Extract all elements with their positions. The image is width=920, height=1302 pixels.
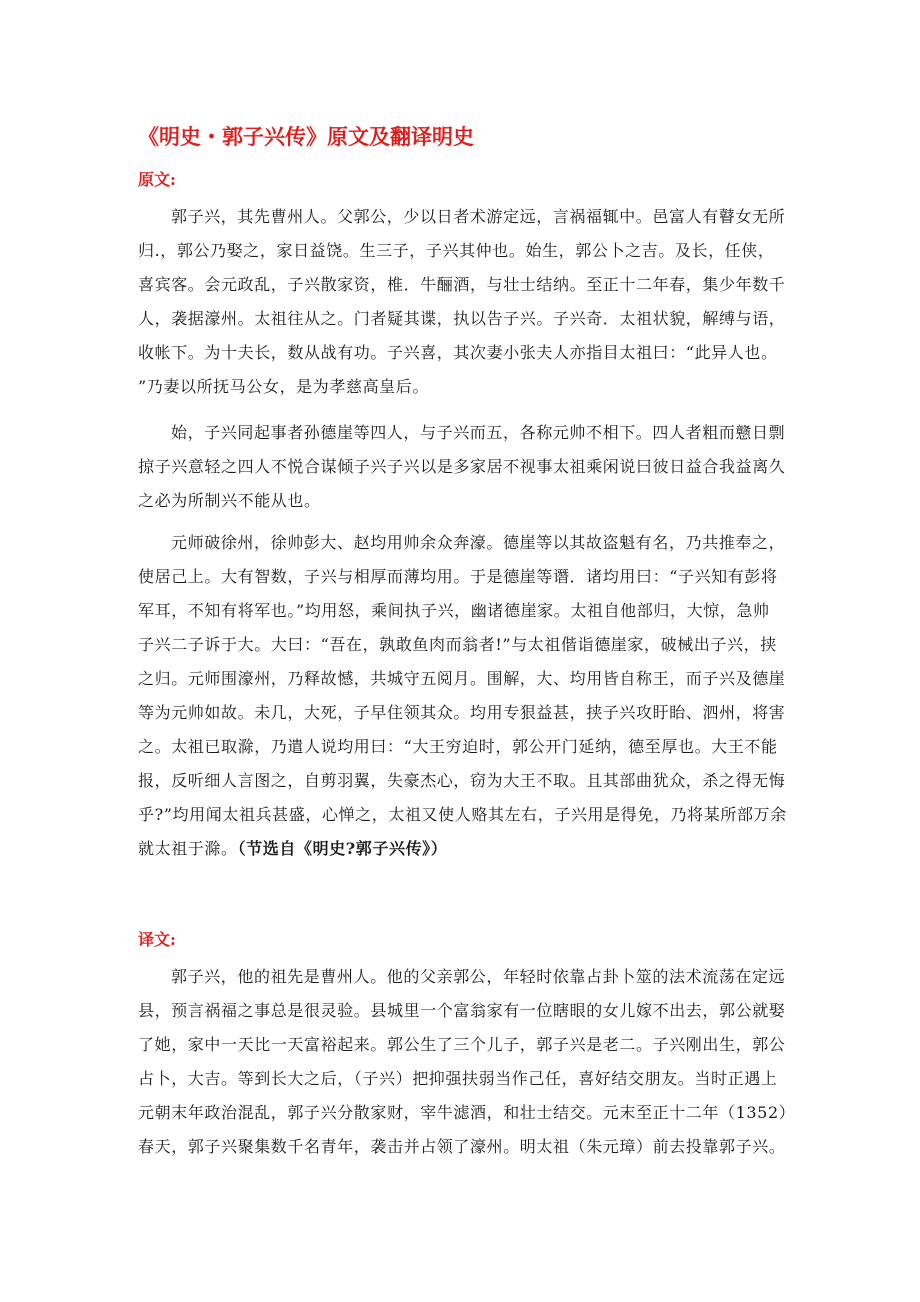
text-line: 等为元帅如故。未几，大死，子早住领其众。均用专狠益甚，挟子兴攻盱眙、泗州，将害	[138, 703, 786, 722]
text-line: 掠子兴意轻之四人不悦合谋倾子兴子兴以是多家居不视事太祖乘闲说曰彼日益合我益离久	[138, 457, 786, 476]
text-line: 始，子兴同起事者孙德崖等四人，与子兴而五，各称元帅不相下。四人者粗而戆日剽	[171, 423, 786, 442]
text-line: 人，袭据濠州。太祖往从之。门者疑其谍，执以告子兴。子兴奇．太祖状貌，解缚与语，	[138, 309, 786, 328]
text-line: 县，预言祸福之事总是很灵验。县城里一个富翁家有一位瞎眼的女儿嫁不出去，郭公就娶	[138, 1001, 786, 1020]
text-line: 郭子兴，他的祖先是曹州人。他的父亲郭公，年轻时依靠占卦卜筮的法术流荡在定远	[171, 967, 786, 986]
text-segment: 就太祖于滁。	[138, 839, 238, 858]
text-line: 收帐下。为十夫长，数从战有功。子兴喜，其次妻小张夫人亦指目太祖曰：“此异人也。	[138, 343, 778, 362]
text-line: 春天，郭子兴聚集数千名青年，袭击并占领了濠州。明太祖（朱元璋）前去投靠郭子兴。	[138, 1137, 786, 1156]
text-line: 喜宾客。会元政乱，子兴散家资，椎．牛酾酒，与壮士结纳。至正十二年春，集少年数千	[138, 275, 786, 294]
text-line: 元师破徐州，徐帅彭大、赵均用帅余众奔濠。德崖等以其故盗魁有名，乃共推奉之，	[171, 533, 786, 552]
text-line: 郭子兴，其先曹州人。父郭公，少以日者术游定远，言祸福辄中。邑富人有瞽女无所	[171, 207, 786, 226]
original-paragraph-2	[138, 416, 786, 518]
text-line: 子兴二子诉于大。大曰：“吾在，孰敢鱼肉而翁者!”与太祖偕诣德崖家，破械出子兴，挟	[138, 635, 777, 654]
text-line: 了她，家中一天比一天富裕起来。郭公生了三个儿子，郭子兴是老二。子兴刚出生，郭公	[138, 1035, 786, 1054]
text-line: 之归。元师围濠州，乃释故憾，共城守五阅月。围解，大、均用皆自称王，而子兴及德崖	[138, 669, 786, 688]
text-line: 之必为所制兴不能从也。	[138, 491, 321, 510]
text-line: 元朝末年政治混乱，郭子兴分散家财，宰牛滤酒，和壮士结交。元末至正十二年（1352）	[138, 1103, 796, 1122]
text-line: 占卜，大吉。等到长大之后，（子兴）把抑强扶弱当作己任，喜好结交朋友。当时正遇上	[138, 1069, 778, 1088]
text-line: 乎?”均用闻太祖兵甚盛，心惮之，太祖又使人赂其左右，子兴用是得免，乃将某所部万余	[138, 805, 787, 824]
original-paragraph-3	[138, 526, 786, 866]
text-line: ”乃妻以所抚马公女，是为孝慈高皇后。	[138, 377, 429, 396]
text-line: 之。太祖已取滁，乃遣人说均用曰：“大王穷迫时，郭公开门延纳，德至厚也。大王不能	[138, 737, 778, 756]
text-line: 军耳，不知有将军也。”均用怒，乘间执子兴，幽诸德崖家。太祖自他部归，大惊，急帅	[138, 601, 770, 620]
translation-label: 译文:	[138, 930, 176, 949]
translation-paragraph-1	[138, 960, 796, 1164]
document-title: 《明史・郭子兴传》原文及翻译明史	[138, 124, 474, 149]
text-line: 归.，郭公乃娶之，家日益饶。生三子，子兴其仲也。始生，郭公卜之吉。及长，任侠，	[138, 241, 775, 260]
text-line	[138, 832, 786, 866]
original-paragraph-1	[138, 200, 786, 404]
text-line: 使居己上。大有智数，子兴与相厚而薄均用。于是德崖等谮．诸均用曰：“子兴知有彭将	[138, 567, 778, 586]
text-line: 报，反听细人言图之，自剪羽翼，失豪杰心，窃为大王不取。且其部曲犹众，杀之得无悔	[138, 771, 786, 790]
source-note: （节选自《明史?郭子兴传》）	[237, 839, 448, 858]
original-text-label: 原文:	[138, 170, 176, 189]
